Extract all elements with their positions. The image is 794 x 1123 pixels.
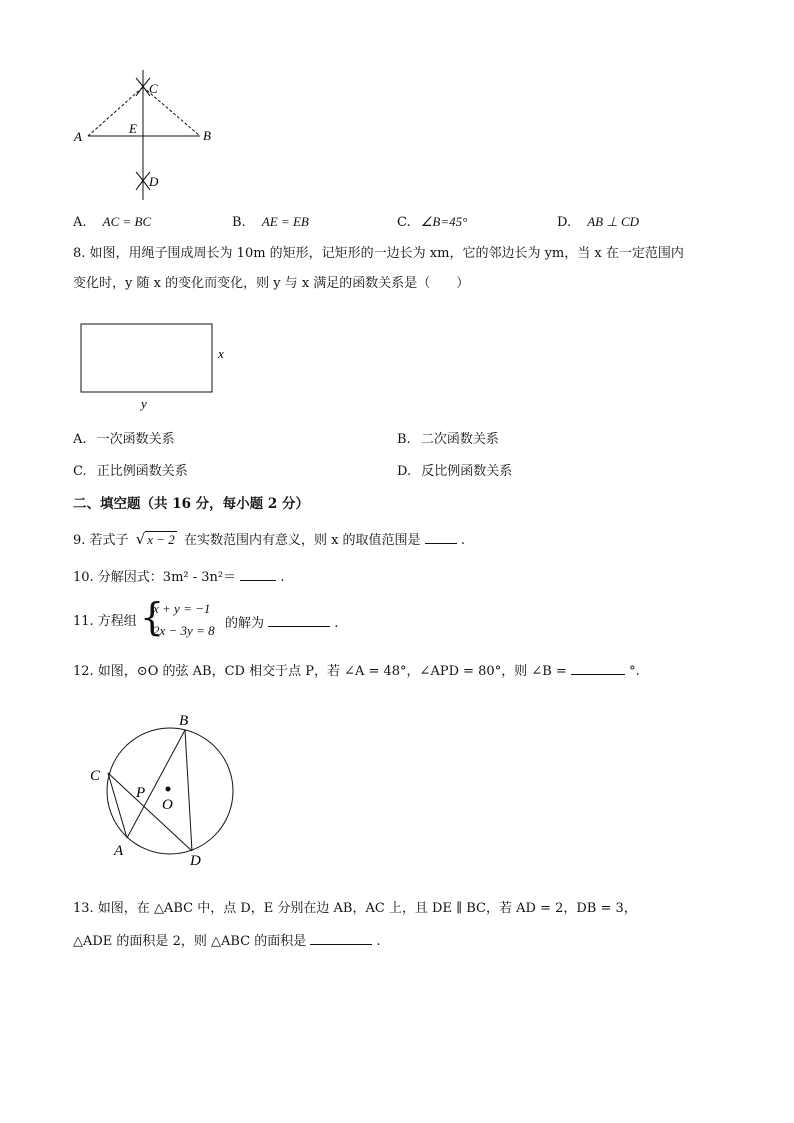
option-letter: A. [73, 215, 87, 230]
q7-option-d[interactable] [557, 214, 639, 231]
label-A: A [74, 129, 82, 144]
rectangle-figure [75, 318, 245, 414]
q10-end: . [280, 570, 285, 585]
option-text: 二次函数关系 [420, 432, 499, 447]
option-text: 正比例函数关系 [96, 464, 188, 479]
option-letter: A. [73, 432, 87, 447]
option-letter: B. [397, 432, 411, 447]
q8-option-d[interactable] [397, 464, 512, 480]
label-x: x [218, 346, 224, 361]
option-expr: AE = EB [261, 214, 309, 229]
option-letter: B. [232, 215, 246, 230]
q11-pre: 11. 方程组 [73, 614, 137, 629]
q11-end: . [334, 616, 339, 631]
q9-end: . [460, 533, 465, 548]
option-expr: AC = BC [102, 214, 152, 229]
label-A: A [114, 843, 124, 859]
q9-pre: 9. 若式子 [73, 533, 129, 548]
q8-option-c[interactable] [73, 464, 188, 480]
q10 [73, 568, 285, 586]
option-expr: AB ⊥ CD [587, 214, 639, 229]
radical-expression [136, 531, 177, 549]
q7-option-a[interactable] [73, 214, 151, 231]
label-O: O [162, 797, 173, 813]
system-brace-icon: { [140, 595, 165, 639]
equation-1: x + y = −1 [153, 601, 211, 616]
answer-blank[interactable] [268, 614, 330, 627]
chord-ab [127, 730, 185, 838]
radical-sign-icon: √ [135, 530, 146, 548]
q7-option-b[interactable] [232, 214, 309, 231]
answer-blank[interactable] [310, 932, 372, 945]
q8-option-b[interactable] [397, 432, 499, 448]
option-text: 一次函数关系 [96, 432, 175, 447]
q11-post: 的解为 [225, 616, 265, 631]
radicand: x − 2 [147, 532, 175, 547]
q8-option-a[interactable] [73, 432, 175, 448]
q8-line1: 8. 如图，用绳子围成周长为 10m 的矩形，记矩形的一边长为 xm，它的邻边长为 ym，当 x 在一定范围内 [73, 246, 684, 261]
q12 [73, 662, 640, 680]
label-C: C [90, 768, 101, 784]
label-y: y [141, 396, 147, 411]
perpendicular-bisector-figure [60, 60, 240, 205]
q12-text: 12. 如图，⊙O 的弦 AB，CD 相交于点 P，若 ∠A = 48°，∠APD = 80°，则 ∠B = [73, 664, 567, 679]
q13-line1: 13. 如图，在 △ABC 中，点 D，E 分别在边 AB，AC 上，且 DE ∥ BC，若 AD = 2，DB = 3， [73, 901, 637, 916]
chord-cd [108, 773, 192, 851]
answer-blank[interactable] [240, 568, 276, 581]
label-B: B [203, 128, 211, 143]
q11-tail [225, 614, 338, 632]
q13-line2 [73, 932, 381, 950]
q7-option-c[interactable] [397, 214, 467, 231]
label-P: P [136, 785, 146, 801]
label-B: B [179, 713, 189, 729]
section-heading: 二、填空题（共 16 分，每小题 2 分） [73, 496, 309, 512]
label-D: D [149, 174, 159, 189]
answer-blank[interactable] [571, 662, 625, 675]
q13-end: . [376, 934, 381, 949]
equation-2: 2x − 3y = 8 [153, 623, 215, 638]
center-point [166, 787, 171, 792]
option-letter: D. [557, 215, 572, 230]
q9-post: 在实数范围内有意义，则 x 的取值范围是 [183, 533, 421, 548]
option-expr: ∠B=45° [420, 214, 468, 229]
segment-ca [108, 773, 127, 838]
segment-bd [185, 730, 192, 851]
answer-blank[interactable] [425, 531, 457, 544]
q9 [73, 531, 465, 549]
option-letter: C. [73, 464, 87, 479]
q12-end: °. [629, 664, 640, 679]
option-text: 反比例函数关系 [421, 464, 513, 479]
label-D: D [190, 853, 201, 869]
option-letter: C. [397, 215, 411, 230]
q8-line2: 变化时，y 随 x 的变化而变化，则 y 与 x 满足的函数关系是（ ） [73, 276, 470, 291]
label-E: E [129, 121, 137, 136]
label-C: C [149, 81, 158, 96]
q10-text: 10. 分解因式：3m² - 3n²＝ [73, 570, 237, 585]
circle-chords-figure [80, 705, 250, 875]
q13-text: △ADE 的面积是 2，则 △ABC 的面积是 [73, 934, 307, 949]
rope-rectangle [81, 324, 212, 392]
option-letter: D. [397, 464, 412, 479]
